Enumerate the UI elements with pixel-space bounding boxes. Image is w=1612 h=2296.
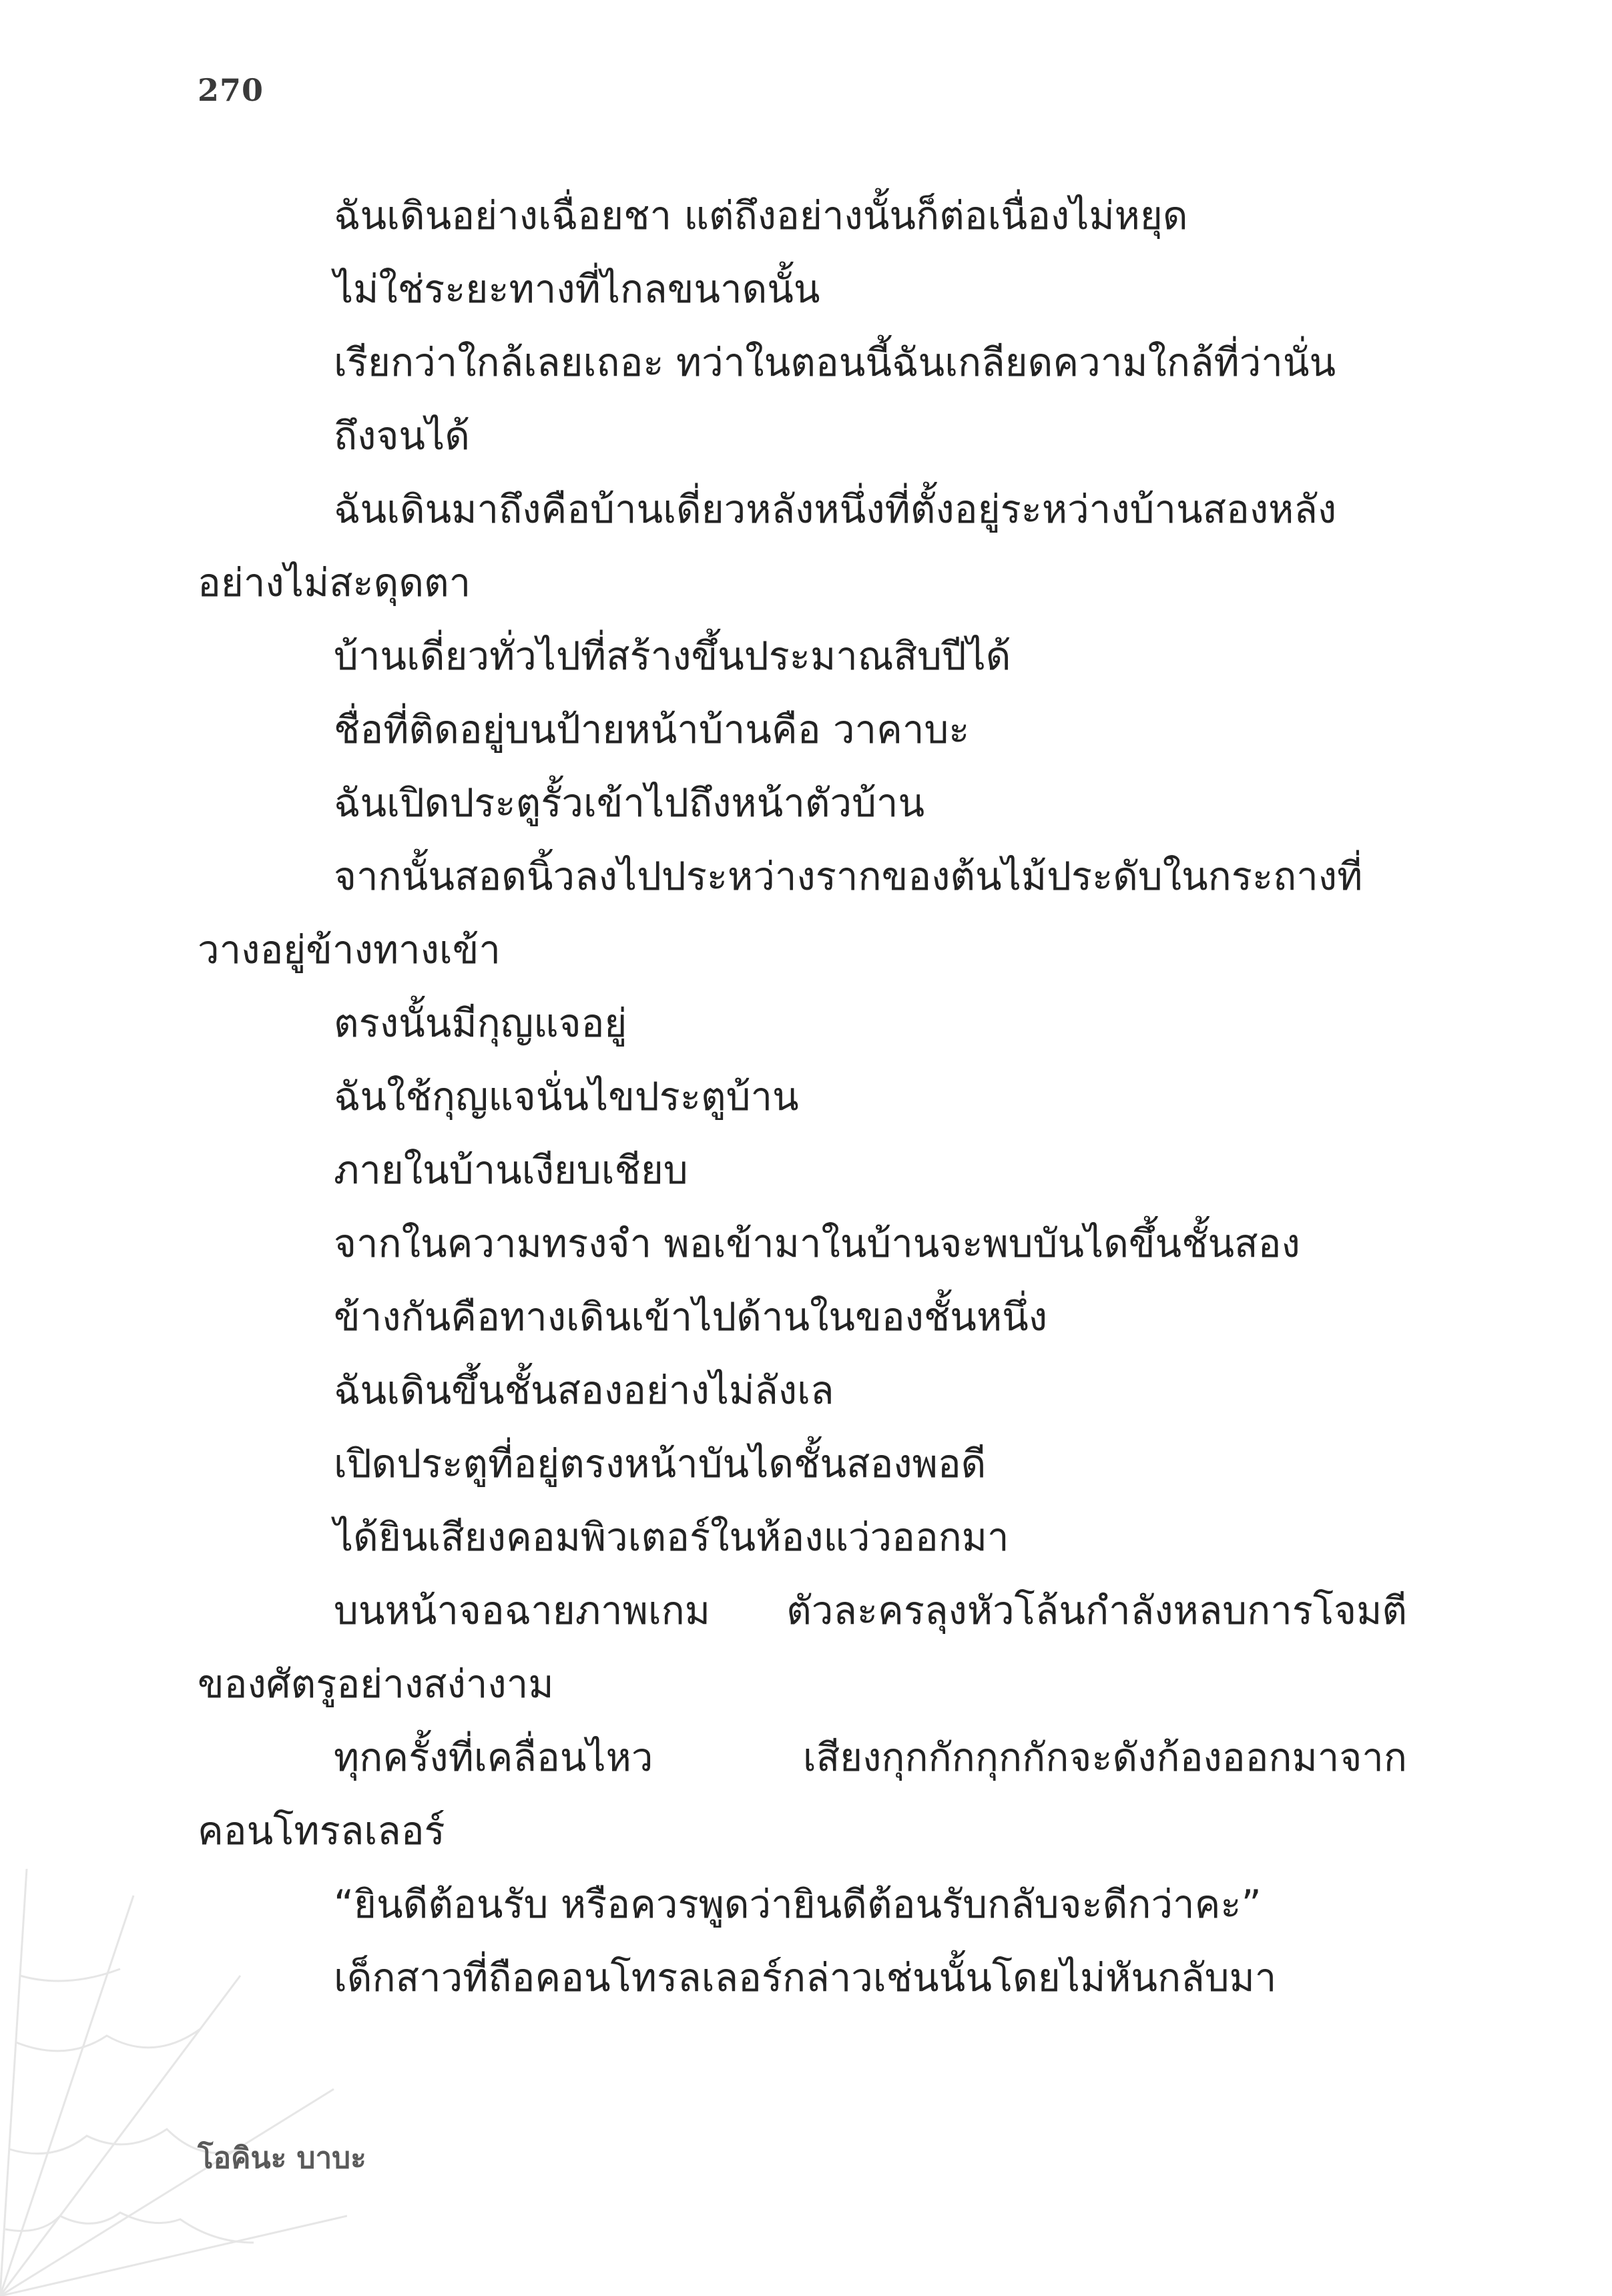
page-number: 270 <box>198 72 264 108</box>
paragraph: ถึงจนได้ <box>334 413 470 459</box>
paragraph: ฉันเปิดประตูรั้วเข้าไปถึงหน้าตัวบ้าน <box>334 780 925 826</box>
paragraph: บนหน้าจอฉายภาพเกม ตัวละครลุงหัวโล้นกำลังหลบการโจมตีของศัตรูอย่างสง่างาม <box>198 1588 1407 1707</box>
paragraph: ตรงนั้นมีกุญแจอยู่ <box>334 1000 627 1046</box>
paragraph: ได้ยินเสียงคอมพิวเตอร์ในห้องแว่วออกมา <box>334 1514 1009 1560</box>
paragraph: ข้างกันคือทางเดินเข้าไปด้านในของชั้นหนึ่ง <box>334 1294 1048 1340</box>
paragraph: ไม่ใช่ระยะทางที่ไกลขนาดนั้น <box>334 266 820 312</box>
author-name: โอคินะ บาบะ <box>198 2141 366 2175</box>
body-text <box>198 179 1407 2014</box>
paragraph: “ยินดีต้อนรับ หรือควรพูดว่ายินดีต้อนรับกลับจะดีกว่าคะ” <box>334 1882 1262 1927</box>
paragraph: ฉันเดินขึ้นชั้นสองอย่างไม่ลังเล <box>334 1368 834 1413</box>
paragraph: เปิดประตูที่อยู่ตรงหน้าบันไดชั้นสองพอดี <box>334 1441 987 1486</box>
paragraph: ฉันเดินอย่างเฉื่อยชา แต่ถึงอย่างนั้นก็ต่อเนื่องไม่หยุด <box>334 193 1188 238</box>
paragraph: ฉันเดินมาถึงคือบ้านเดี่ยวหลังหนึ่งที่ตั้งอยู่ระหว่างบ้านสองหลังอย่างไม่สะดุดตา <box>198 487 1337 605</box>
paragraph: จากในความทรงจำ พอเข้ามาในบ้านจะพบบันไดขึ้นชั้นสอง <box>334 1221 1300 1266</box>
paragraph: บ้านเดี่ยวทั่วไปที่สร้างขึ้นประมาณสิบปีได้ <box>334 633 1011 679</box>
paragraph: เด็กสาวที่ถือคอนโทรลเลอร์กล่าวเช่นนั้นโดยไม่หันกลับมา <box>334 1955 1277 2000</box>
paragraph: ชื่อที่ติดอยู่บนป้ายหน้าบ้านคือ วาคาบะ <box>334 707 970 752</box>
paragraph: ฉันใช้กุญแจนั่นไขประตูบ้าน <box>334 1074 799 1119</box>
paragraph: เรียกว่าใกล้เลยเถอะ ทว่าในตอนนี้ฉันเกลียดความใกล้ที่ว่านั่น <box>334 340 1336 385</box>
paragraph: จากนั้นสอดนิ้วลงไปประหว่างรากของต้นไม้ประดับในกระถางที่วางอยู่ข้างทางเข้า <box>198 854 1363 972</box>
paragraph: ภายในบ้านเงียบเชียบ <box>334 1147 688 1193</box>
paragraph: ทุกครั้งที่เคลื่อนไหว เสียงกุกกักกุกกักจะดังก้องออกมาจากคอนโทรลเลอร์ <box>198 1735 1407 1853</box>
